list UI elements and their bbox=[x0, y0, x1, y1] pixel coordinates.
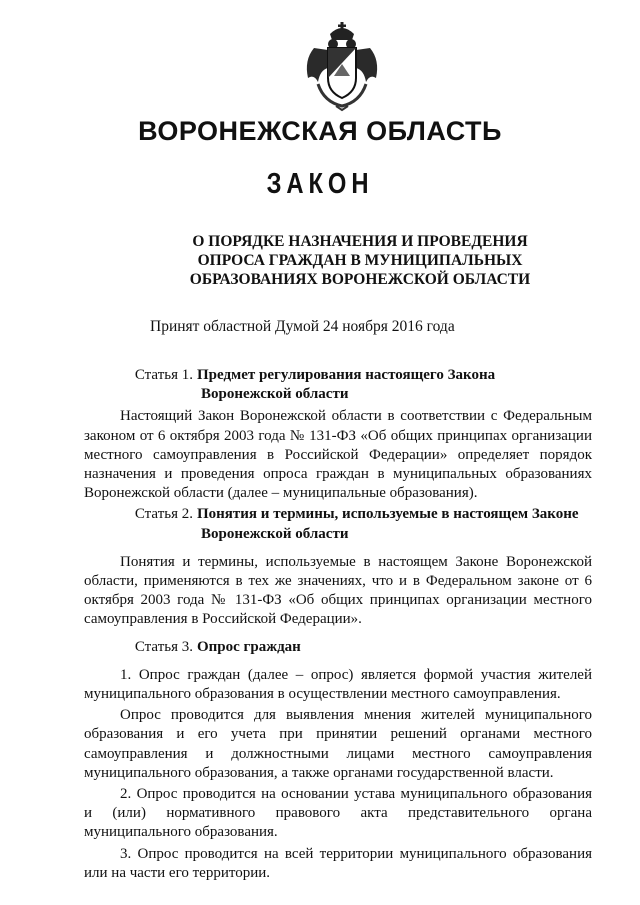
article-3-paragraph: 1. Опрос граждан (далее – опрос) является формой участия жителей муниципального образования в осуществлении местного самоуправления. bbox=[84, 666, 592, 703]
article-3-paragraph: Опрос проводится для выявления мнения жителей муниципального образования и его учета при принятии решений органами местного самоуправления и должностными лицами местного самоуправления муниципального образования, а также органами государственной власти. bbox=[84, 707, 592, 781]
article-number: Статья 2. bbox=[134, 506, 193, 523]
coat-of-arms-icon bbox=[300, 20, 384, 112]
article-2-heading bbox=[84, 505, 592, 543]
article-name: Понятия и термины, используемые в настоящем Законе bbox=[197, 506, 579, 523]
article-3-paragraph: 3. Опрос проводится на всей территории муниципального образования или на части его территории. bbox=[84, 845, 592, 881]
article-name-continued: Воронежской области bbox=[201, 386, 349, 403]
law-body bbox=[84, 366, 592, 885]
article-1-paragraph: Настоящий Закон Воронежской области в соответствии с Федеральным законом от 6 октября 2003 года № 131-ФЗ «Об общих принципах организации местного самоуправления в Российской Федерации» определяет порядок назначения и проведения опроса граждан в муниципальных образованиях Воронежской области (далее – муниципальные образования). bbox=[84, 408, 592, 502]
adoption-date: Принят областной Думой 24 ноября 2016 года bbox=[150, 318, 455, 335]
article-name: Предмет регулирования настоящего Закона bbox=[197, 367, 496, 383]
article-3-heading bbox=[84, 638, 592, 657]
article-name: Опрос граждан bbox=[197, 638, 301, 655]
article-number: Статья 3. bbox=[134, 638, 193, 655]
region-title: ВОРОНЕЖСКАЯ ОБЛАСТЬ bbox=[138, 116, 502, 146]
law-title: ЗАКОН bbox=[266, 168, 374, 200]
article-1-heading bbox=[84, 366, 592, 404]
article-2-paragraph: Понятия и термины, используемые в настоящем Законе Воронежской области, применяются в тех же значениях, что и в Федеральном законе от 6 октября 2003 года № 131-ФЗ «Об общих принципах организации местного самоуправления в Российской Федерации». bbox=[84, 553, 592, 628]
article-name-continued: Воронежской области bbox=[201, 525, 349, 542]
law-subject: О ПОРЯДКЕ НАЗНАЧЕНИЯ И ПРОВЕДЕНИЯ ОПРОСА ГРАЖДАН В МУНИЦИПАЛЬНЫХ ОБРАЗОВАНИЯХ ВОРОНЕЖСКОЙ ОБЛАСТИ bbox=[189, 233, 531, 288]
article-number: Статья 1. bbox=[134, 367, 193, 383]
article-3-paragraph: 2. Опрос проводится на основании устава муниципального образования и (или) нормативного правового акта представительного органа муниципального образования. bbox=[84, 786, 592, 841]
